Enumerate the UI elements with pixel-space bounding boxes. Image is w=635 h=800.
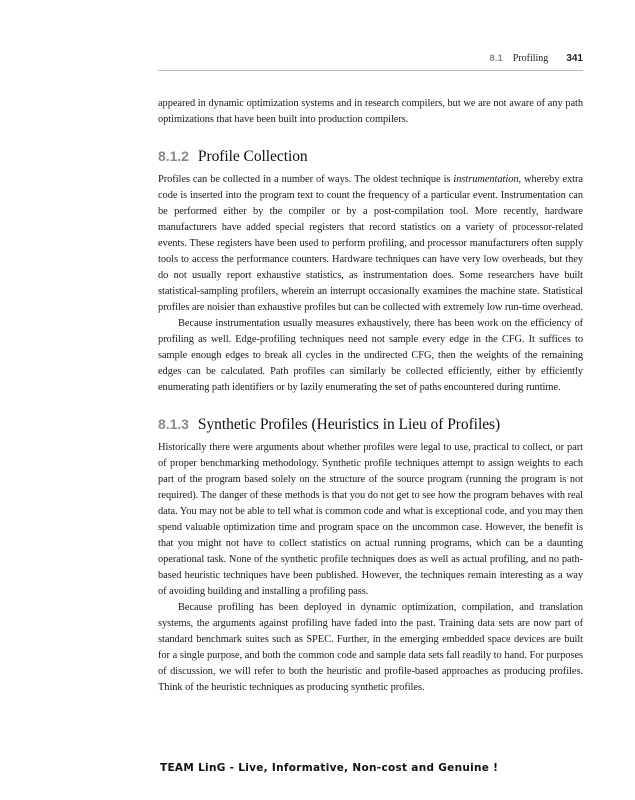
section-heading-8-1-2 bbox=[158, 146, 583, 167]
running-head-section-number: 8.1 bbox=[489, 53, 503, 64]
section-number: 8.1.3 bbox=[158, 416, 189, 432]
paragraph-profile-collection-2: Because instrumentation usually measures exhaustively, there has been work on the efficiency of profiling as well. Edge-profiling techniques need not sample every edge in the CFG. It suffices to sample enough edges to break all cycles in the undirected CFG, then the weights of the remaining edges can be calculated. Path profiles can similarly be collected efficiently, either by efficiently enumerating path identifiers or by lazily enumerating the set of paths encountered during runtime. bbox=[158, 318, 583, 393]
section-title: Synthetic Profiles (Heuristics in Lieu of Profiles) bbox=[197, 416, 501, 433]
intro-paragraph: appeared in dynamic optimization systems and in research compilers, but we are not aware of any path optimizations that have been built into production compilers. bbox=[158, 98, 583, 125]
emphasis-term: instrumentation bbox=[453, 174, 519, 185]
section-heading-8-1-3 bbox=[158, 414, 583, 435]
running-head bbox=[490, 53, 583, 64]
page-number: 341 bbox=[566, 53, 583, 64]
paragraph-text: Profiles can be collected in a number of ways. The oldest technique is bbox=[158, 174, 454, 185]
paragraph-synthetic-profiles-2: Because profiling has been deployed in dynamic optimization, compilation, and translation systems, the arguments against profiling have faded into the past. Training data sets are now part of standard benchmark suites such as SPEC. Further, in the emerging embedded space devices are built for a single purpose, and both the common code and sample data sets fall readily to hand. For purposes of discussion, we will refer to both the heuristic and profile-based approaches as producing profiles. Think of the heuristic techniques as producing synthetic profiles. bbox=[158, 602, 583, 693]
paragraph-text: , whereby extra code is inserted into the program text to count the frequency of a particular event. Instrumentation can be performed either by the compiler or by a post-compilation tool. More recently, hardware manufacturers have added special registers that record statistics on a variety of processor-related events. These registers have been used to perform profiling, and processor manufacturers often supply tools to access the performance counters. Hardware techniques can have very low overheads, but they do not usually report exhaustive statistics, as instrumentation does. Some researchers have built statistical-sampling profilers, wherein an interrupt occasionally examines the machine state. Statistical profiles are noisier than exhaustive profiles but can be collected with extremely low run-time overhead. bbox=[158, 174, 583, 313]
running-head-section-title: Profiling bbox=[512, 53, 549, 64]
paragraph-synthetic-profiles-1: Historically there were arguments about whether profiles were legal to use, practical to collect, or part of proper benchmarking methodology. Synthetic profile techniques attempt to assign weights to each part of the program based solely on the structure of the source program (running the program is not required). The danger of these methods is that you do not get to see how the program behaves with real data. You may not be able to tell what is common code and what is exceptional code, and you may then spend valuable optimization time and program space on the uncommon case. However, the benefit is that you might not have to collect statistics on actual running programs, which can be a daunting operational task. None of the synthetic profile techniques does as well as actual profiling, and no path-based heuristic techniques have been published. However, the techniques remain interesting as a way of avoiding building and installing a profiling pass. bbox=[158, 442, 583, 597]
header-rule bbox=[158, 70, 583, 71]
paragraph-profile-collection-1 bbox=[158, 172, 583, 316]
footer-banner: TEAM LinG - Live, Informative, Non-cost and Genuine ! bbox=[160, 762, 499, 774]
section-title: Profile Collection bbox=[197, 148, 308, 165]
section-number: 8.1.2 bbox=[158, 148, 189, 164]
page-body bbox=[158, 96, 583, 696]
